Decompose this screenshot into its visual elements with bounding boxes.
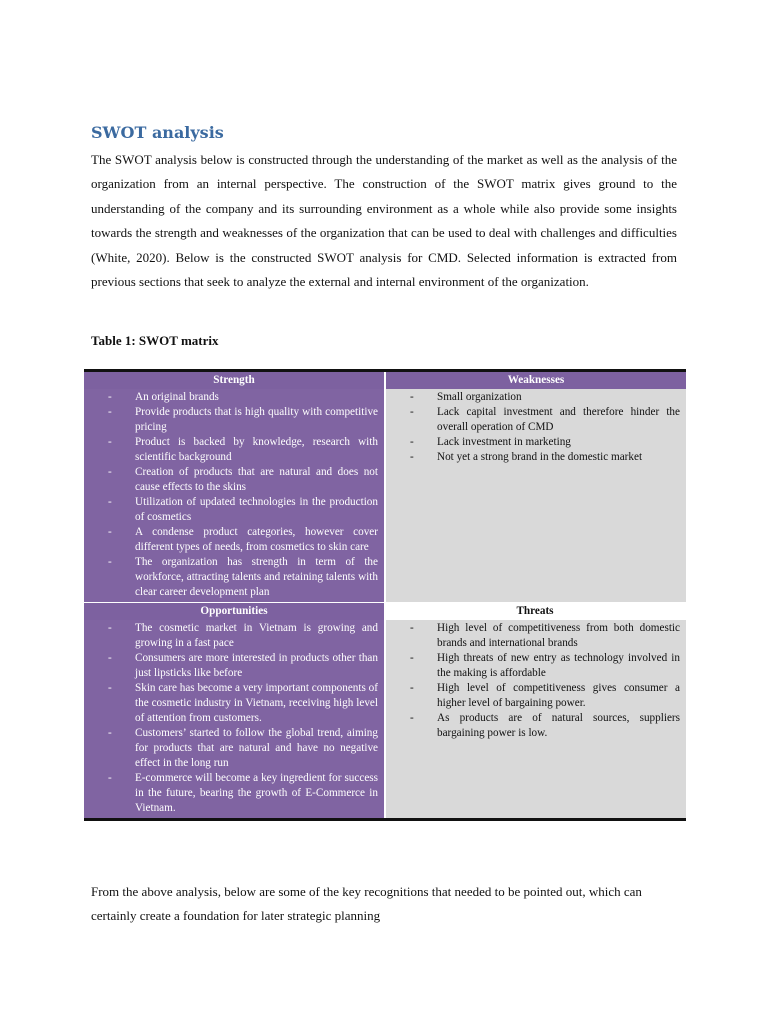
list-item-text: E-commerce will become a key ingredient for success in the future, bearing the growth of E-Commerce in Vietnam.	[135, 772, 378, 814]
bullet-dash: -	[108, 682, 112, 694]
bullet-dash: -	[410, 652, 414, 664]
list-item-text: As products are of natural sources, suppliers bargaining power is low.	[437, 712, 680, 739]
list-item	[410, 435, 680, 450]
list-item	[108, 771, 378, 816]
bullet-dash: -	[410, 712, 414, 724]
bullet-dash: -	[108, 526, 112, 538]
weaknesses-cell	[384, 389, 686, 602]
list-item-text: Provide products that is high quality with competitive pricing	[135, 406, 378, 433]
list-item-text: Utilization of updated technologies in the production of cosmetics	[135, 496, 378, 523]
threats-header: Threats	[384, 603, 686, 620]
bullet-dash: -	[410, 451, 414, 463]
weaknesses-list	[410, 390, 680, 465]
list-item	[410, 681, 680, 711]
list-item	[410, 621, 680, 651]
bullet-dash: -	[108, 772, 112, 784]
opportunities-header: Opportunities	[84, 603, 384, 620]
bullet-dash: -	[410, 682, 414, 694]
bullet-dash: -	[108, 391, 112, 403]
list-item-text: Lack capital investment and therefore hinder the overall operation of CMD	[437, 406, 680, 433]
list-item-text: The cosmetic market in Vietnam is growing and growing in a fast pace	[135, 622, 378, 649]
list-item	[108, 726, 378, 771]
bullet-dash: -	[410, 436, 414, 448]
list-item	[108, 651, 378, 681]
list-item	[108, 465, 378, 495]
list-item	[410, 450, 680, 465]
weaknesses-header: Weaknesses	[384, 372, 686, 389]
list-item	[108, 405, 378, 435]
swot-body-row-top	[84, 389, 686, 602]
list-item-text: The organization has strength in term of the workforce, attracting talents and retaining talents with clear career development plan	[135, 556, 378, 598]
opportunities-cell	[84, 620, 384, 818]
list-item-text: Creation of products that are natural and does not cause effects to the skins	[135, 466, 378, 493]
threats-cell	[384, 620, 686, 818]
list-item	[410, 651, 680, 681]
bullet-dash: -	[108, 436, 112, 448]
threats-list	[410, 621, 680, 741]
list-item-text: Skin care has become a very important components of the cosmetic industry in Vietnam, receiving high level of attention from customers.	[135, 682, 378, 724]
bullet-dash: -	[108, 622, 112, 634]
strength-header: Strength	[84, 372, 384, 389]
intro-paragraph: The SWOT analysis below is constructed through the understanding of the market as well as the analysis of the organization from an internal perspective. The construction of the SWOT matrix gives ground to the understanding of the company and its surrounding environment as a whole while also provide some insights towards the strength and weaknesses of the organization that can be used to deal with challenges and difficulties (White, 2020). Below is the constructed SWOT analysis for CMD. Selected information is extracted from previous sections that seek to analyze the external and internal environment of the organization.	[91, 152, 677, 290]
list-item	[410, 711, 680, 741]
bullet-dash: -	[410, 406, 414, 418]
list-item-text: Not yet a strong brand in the domestic market	[437, 451, 643, 463]
list-item-text: High threats of new entry as technology involved in the making is affordable	[437, 652, 680, 679]
list-item-text: Small organization	[437, 391, 522, 403]
list-item-text: Lack investment in marketing	[437, 436, 571, 448]
swot-table	[84, 369, 686, 821]
bullet-dash: -	[108, 466, 112, 478]
closing-paragraph: From the above analysis, below are some of the key recognitions that needed to be pointed out, which can certainly create a foundation for later strategic planning	[91, 884, 642, 924]
bullet-dash: -	[108, 652, 112, 664]
list-item	[410, 405, 680, 435]
list-item	[108, 681, 378, 726]
list-item	[108, 621, 378, 651]
strength-list	[108, 390, 378, 600]
list-item-text: Customers’ started to follow the global trend, aiming for products that are natural and have no negative effect in the long run	[135, 727, 378, 769]
bullet-dash: -	[108, 556, 112, 568]
strength-cell	[84, 389, 384, 602]
list-item-text: A condense product categories, however cover different types of needs, from cosmetics to skin care	[135, 526, 378, 553]
bullet-dash: -	[410, 622, 414, 634]
list-item	[108, 390, 378, 405]
list-item-text: High level of competitiveness gives consumer a higher level of bargaining power.	[437, 682, 680, 709]
list-item	[108, 435, 378, 465]
swot-header-row-top	[84, 372, 686, 389]
bullet-dash: -	[108, 496, 112, 508]
list-item-text: High level of competitiveness from both domestic brands and international brands	[437, 622, 680, 649]
list-item	[108, 495, 378, 525]
list-item	[108, 525, 378, 555]
bullet-dash: -	[410, 391, 414, 403]
list-item-text: An original brands	[135, 391, 219, 403]
list-item	[410, 390, 680, 405]
list-item	[108, 555, 378, 600]
swot-body-row-bottom	[84, 620, 686, 818]
table-caption: Table 1: SWOT matrix	[91, 333, 219, 348]
section-heading: SWOT analysis	[91, 123, 224, 142]
bullet-dash: -	[108, 406, 112, 418]
swot-header-row-bottom	[84, 602, 686, 620]
list-item-text: Consumers are more interested in products other than just lipsticks like before	[135, 652, 378, 679]
bullet-dash: -	[108, 727, 112, 739]
list-item-text: Product is backed by knowledge, research with scientific background	[135, 436, 378, 463]
opportunities-list	[108, 621, 378, 816]
